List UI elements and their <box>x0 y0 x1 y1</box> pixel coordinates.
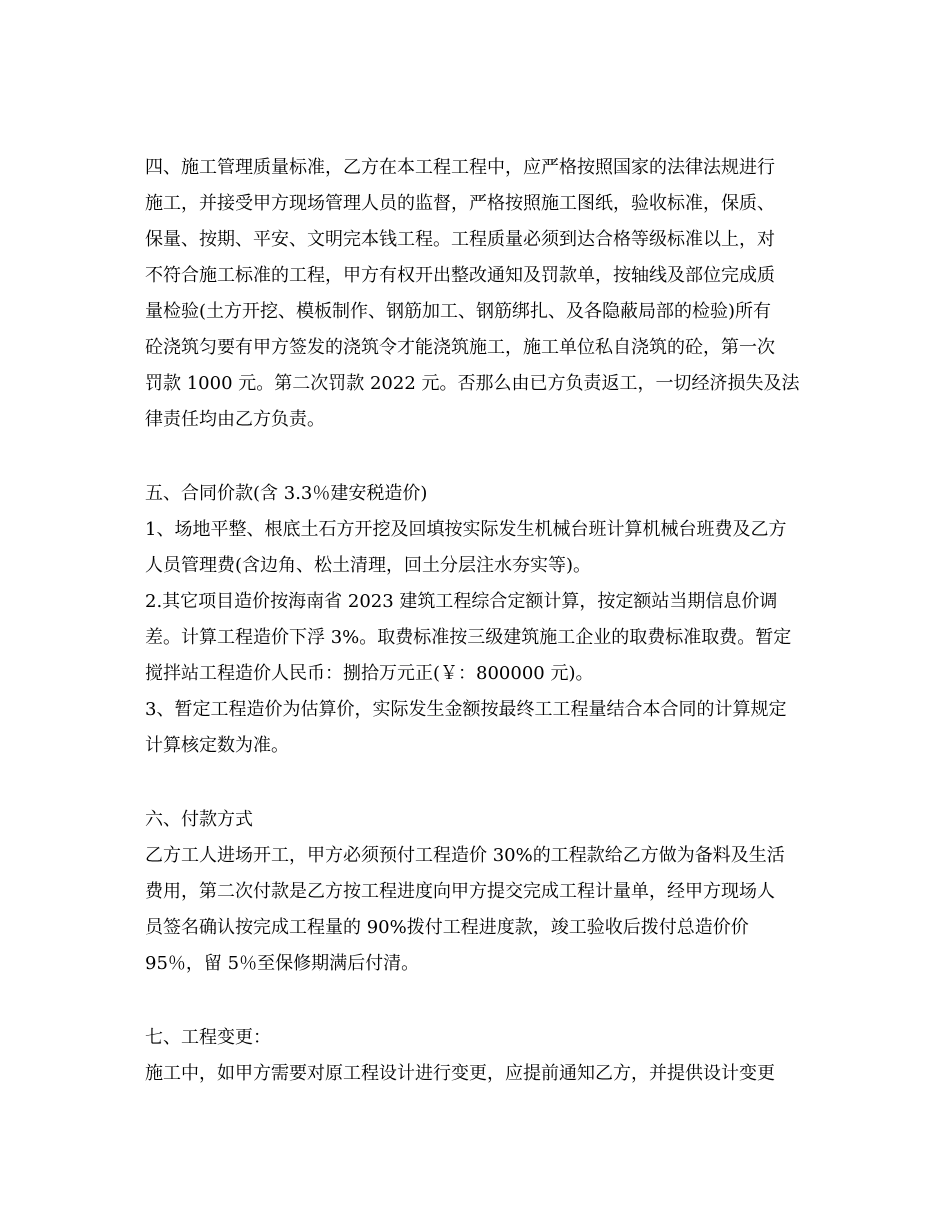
section4-line-2: 施工，并接受甲方现场管理人员的监督，严格按照施工图纸，验收标准，保质、 <box>145 193 775 214</box>
section5-line-4: 差。计算工程造价下浮 3%。取费标准按三级建筑施工企业的取费标准取费。暂定 <box>145 627 792 648</box>
section6-line-4: 95％，留 5％至保修期满后付清。 <box>145 953 420 974</box>
section4-line-4: 不符合施工标准的工程，甲方有权开出整改通知及罚款单，按轴线及部位完成质 <box>145 265 775 286</box>
section4-line-5: 量检验(土方开挖、模板制作、钢筋加工、钢筋绑扎、及各隐蔽局部的检验)所有 <box>145 301 772 322</box>
section5-line-7: 计算核定数为准。 <box>145 735 289 756</box>
section4-line-8: 律责任均由乙方负责。 <box>145 409 325 430</box>
section5-line-5: 搅拌站工程造价人民币：捌拾万元正(￥：800000 元)。 <box>145 663 594 684</box>
section5-line-3: 2.其它项目造价按海南省 2023 建筑工程综合定额计算，按定额站当期信息价调 <box>145 591 778 612</box>
section6-line-3: 员签名确认按完成工程量的 90%拨付工程进度款，竣工验收后拨付总造价价 <box>145 917 749 938</box>
section5-line-2: 人员管理费(含边角、松土清理，回土分层注水夯实等)。 <box>145 555 592 576</box>
section6-line-1: 乙方工人进场开工，甲方必须预付工程造价 30%的工程款给乙方做为备料及生活 <box>145 845 785 866</box>
section5-line-6: 3、暂定工程造价为估算价，实际发生金额按最终工工程量结合本合同的计算规定 <box>145 699 787 720</box>
section7-line-1: 施工中，如甲方需要对原工程设计进行变更，应提前通知乙方，并提供设计变更 <box>145 1063 775 1084</box>
section5-title: 五、合同价款(含 3.3％建安税造价) <box>145 483 428 504</box>
section4-line-7: 罚款 1000 元。第二次罚款 2022 元。否那么由已方负责返工，一切经济损失及法 <box>145 373 800 394</box>
section4-line-6: 砼浇筑匀要有甲方签发的浇筑令才能浇筑施工，施工单位私自浇筑的砼，第一次 <box>145 337 775 358</box>
section6-title: 六、付款方式 <box>145 809 253 830</box>
section4-line-1: 四、施工管理质量标准，乙方在本工程工程中，应严格按照国家的法律法规进行 <box>145 157 775 178</box>
section4-line-3: 保量、按期、平安、文明完本钱工程。工程质量必须到达合格等级标准以上，对 <box>145 229 775 250</box>
section6-line-2: 费用，第二次付款是乙方按工程进度向甲方提交完成工程计量单，经甲方现场人 <box>145 881 775 902</box>
section7-title: 七、工程变更： <box>145 1027 271 1048</box>
section5-line-1: 1、场地平整、根底土石方开挖及回填按实际发生机械台班计算机械台班费及乙方 <box>145 519 787 540</box>
